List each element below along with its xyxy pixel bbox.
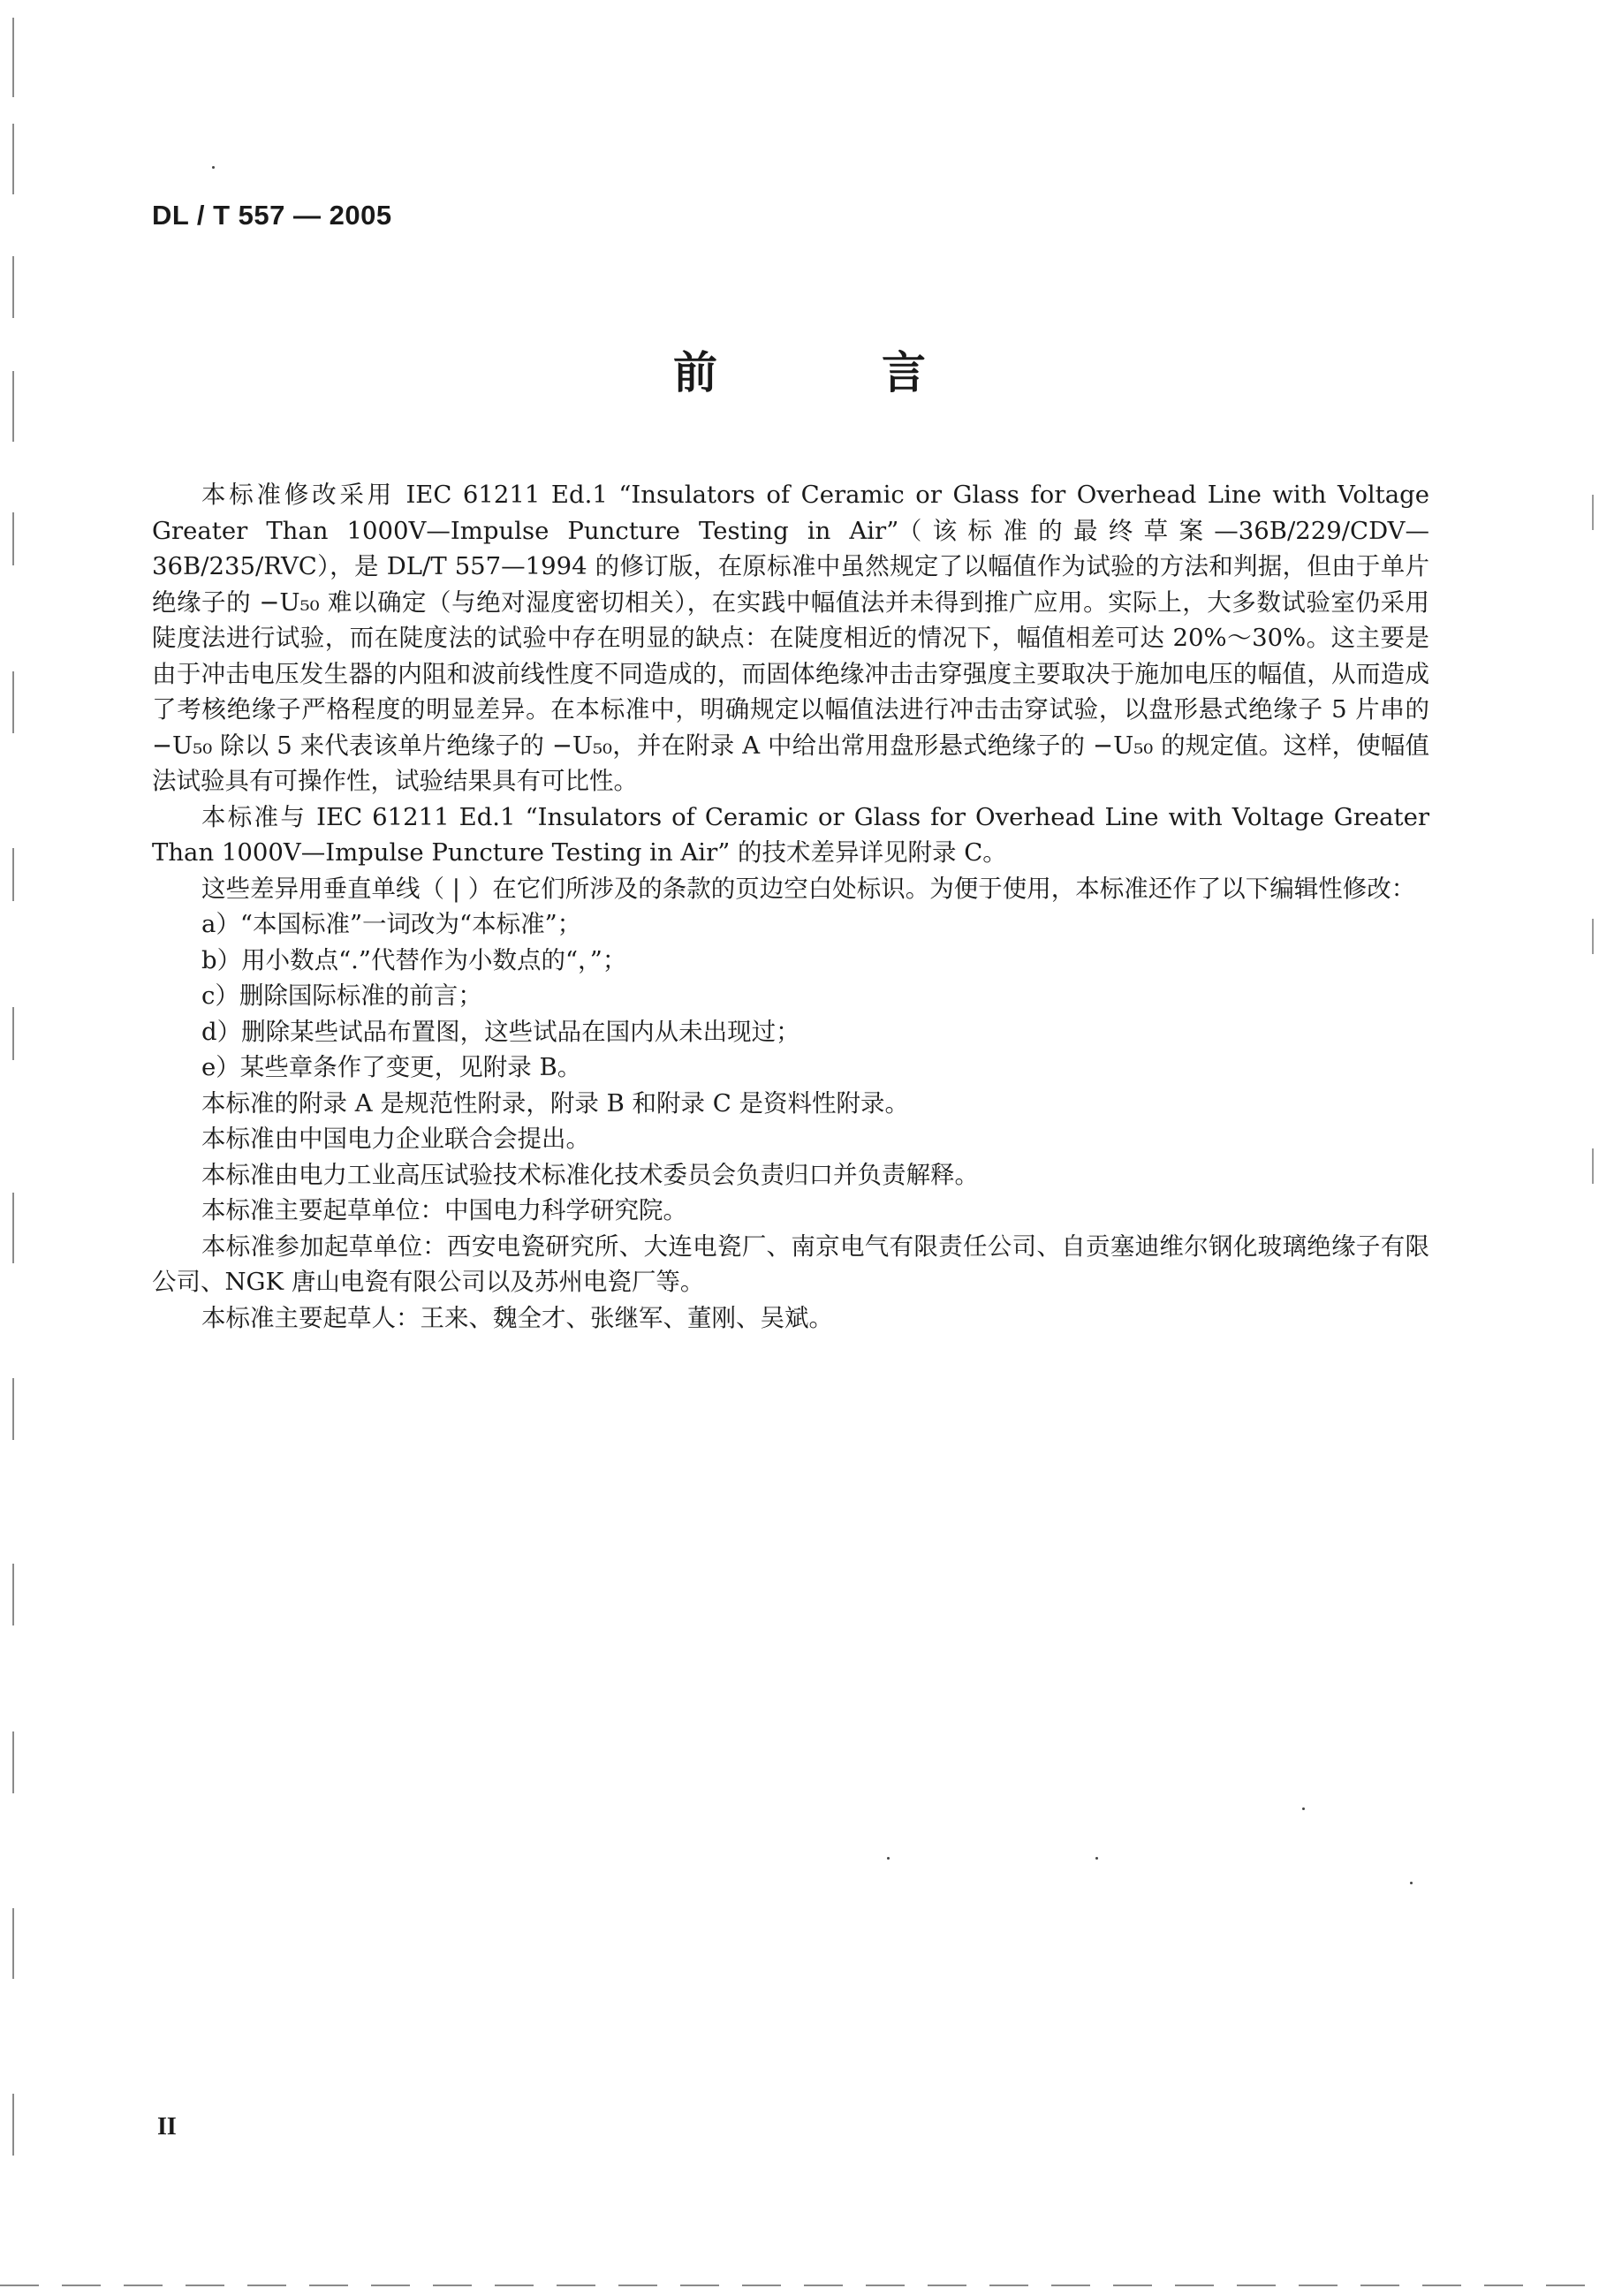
page-title: 前 言 — [673, 347, 986, 398]
paragraph: 本标准参加起草单位：西安电瓷研究所、大连电瓷厂、南京电气有限责任公司、自贡塞迪维尔钢化玻璃绝缘子有限公司、NGK 唐山电瓷有限公司以及苏州电瓷厂等。 — [152, 1231, 1429, 1296]
list-item: c）删除国际标准的前言； — [201, 981, 482, 1010]
paragraph: 本标准主要起草人：王来、魏全才、张继军、董刚、吴斌。 — [201, 1303, 833, 1332]
scan-edge-mark — [12, 1007, 14, 1060]
scan-edge-mark — [12, 1564, 14, 1625]
page-number: II — [157, 2113, 177, 2141]
list-item: e）某些章条作了变更，见附录 B。 — [201, 1053, 582, 1081]
paragraph: 本标准修改采用 IEC 61211 Ed.1 “Insulators of Ceramic or Glass for Overhead Line with Voltage Greater Than 1000V—Impulse Puncture Testing in Air”（该标准的最终草案—36B/229/CDV—36B/235/RVC），是 DL/T 557—1994 的修订版，在原标准中虽然规定了以幅值作为试验的方法和判据，但由于单片绝缘子的 −U₅₀ 难以确定（与绝对湿度密切相关），在实践中幅值法并未得到推广应用。实际上，大多数试验室仍采用陡度法进行试验，而在陡度法的试验中存在明显的缺点：在陡度相近的情况下，幅值相差可达 20%～30%。这主要是由于冲击电压发生器的内阻和波前线性度不同造成的，而固体绝缘冲击击穿强度主要取决于施加电压的幅值，从而造成了考核绝缘子严格程度的明显差异。在本标准中，明确规定以幅值法进行冲击击穿试验，以盘形悬式绝缘子 5 片串的 −U₅₀ 除以 5 来代表该单片绝缘子的 −U₅₀，并在附录 A 中给出常用盘形悬式绝缘子的 −U₅₀ 的规定值。这样，使幅值法试验具有可操作性，试验结果具有可比性。 — [152, 481, 1429, 795]
scan-edge-mark — [12, 2094, 14, 2156]
scan-edge-mark — [12, 256, 14, 318]
scan-speck — [1410, 1882, 1413, 1884]
scan-edge-mark — [12, 1731, 14, 1793]
scan-speck — [212, 166, 215, 169]
scan-edge-mark — [12, 124, 14, 194]
list-item: b）用小数点“.”代替作为小数点的“，”； — [201, 945, 627, 974]
paragraph: 本标准主要起草单位：中国电力科学研究院。 — [201, 1196, 687, 1224]
paragraph: 本标准由电力工业高压试验技术标准化技术委员会负责归口并负责解释。 — [201, 1160, 979, 1189]
scan-edge-mark — [12, 1378, 14, 1440]
scan-edge-mark — [1592, 1148, 1594, 1184]
list-item: a）“本国标准”一词改为“本标准”； — [201, 910, 582, 938]
foreword-body — [152, 477, 1429, 1336]
paragraph: 这些差异用垂直单线（ | ）在它们所涉及的条款的页边空白处标识。为便于使用，本标准还作了以下编辑性修改： — [201, 874, 1416, 903]
scan-edge-mark — [12, 848, 14, 901]
paragraph: 本标准的附录 A 是规范性附录，附录 B 和附录 C 是资料性附录。 — [201, 1088, 910, 1118]
scan-edge-mark — [12, 1193, 14, 1263]
scan-speck — [887, 1857, 890, 1860]
list-item: d）删除某些试品布置图，这些试品在国内从未出现过； — [201, 1017, 800, 1046]
paragraph: 本标准与 IEC 61211 Ed.1 “Insulators of Ceramic or Glass for Overhead Line with Voltage Greater Than 1000V—Impulse Puncture Testing in Air” 的技术差异详见附录 C。 — [152, 802, 1429, 867]
scan-edge-mark — [1592, 495, 1594, 530]
scan-edge-mark — [12, 671, 14, 733]
scan-edge-mark — [12, 18, 14, 97]
paragraph: 本标准由中国电力企业联合会提出。 — [201, 1125, 590, 1153]
scan-edge-mark — [12, 1908, 14, 1979]
scan-speck — [1302, 1807, 1305, 1810]
scan-speck — [1095, 1857, 1098, 1860]
scan-bottom-edge — [0, 2285, 1599, 2286]
scan-edge-mark — [12, 512, 14, 565]
standard-number: DL / T 557 — 2005 — [152, 200, 392, 231]
scan-edge-mark — [1592, 919, 1594, 954]
